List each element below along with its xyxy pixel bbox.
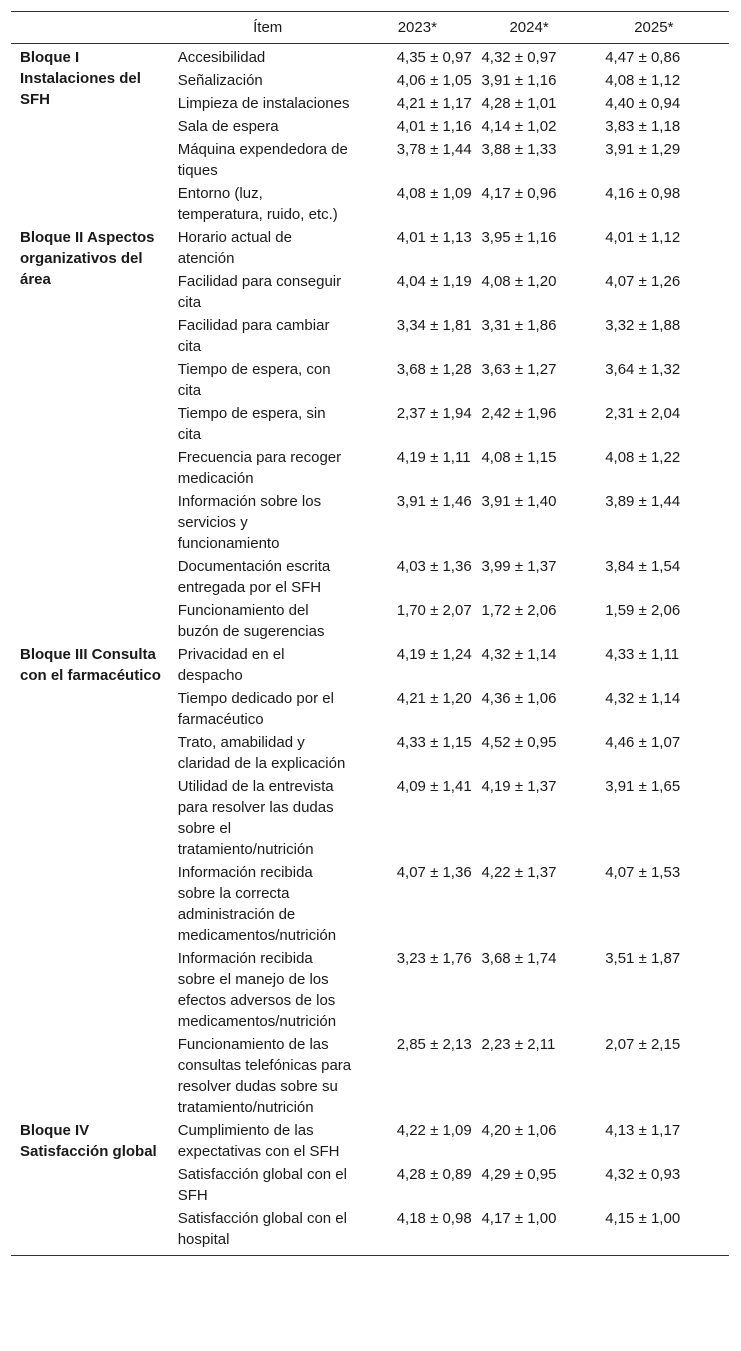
value-2025: 4,07 ± 1,26 <box>605 273 681 290</box>
item-cell: Funcionamiento de las consultas telefónicas para resolver dudas sobre su tratamiento/nutrición <box>177 1036 352 1116</box>
value-2024: 4,14 ± 1,02 <box>481 118 557 135</box>
value-2025: 3,91 ± 1,65 <box>605 778 681 795</box>
value-2025: 4,16 ± 0,98 <box>605 185 681 202</box>
item-cell: Satisfacción global con el SFH <box>177 1166 347 1204</box>
value-2025: 3,89 ± 1,44 <box>605 493 681 510</box>
item-cell: Entorno (luz, temperatura, ruido, etc.) <box>177 185 338 223</box>
item-cell: Documentación escrita entregada por el SFH <box>177 558 331 596</box>
value-2025: 3,91 ± 1,29 <box>605 141 681 158</box>
value-2023: 4,08 ± 1,09 <box>396 185 472 202</box>
value-2024: 4,17 ± 1,00 <box>481 1210 557 1227</box>
value-2024: 3,68 ± 1,74 <box>481 950 557 967</box>
value-2024: 4,22 ± 1,37 <box>481 864 557 881</box>
value-2024: 3,91 ± 1,16 <box>481 72 557 89</box>
value-2024: 3,95 ± 1,16 <box>481 229 557 246</box>
value-2023: 1,70 ± 2,07 <box>396 602 472 619</box>
value-2025: 3,83 ± 1,18 <box>605 118 681 135</box>
value-2025: 4,01 ± 1,12 <box>605 229 681 246</box>
header-item: Ítem <box>253 19 283 36</box>
table-body <box>11 44 729 1256</box>
value-2024: 4,19 ± 1,37 <box>481 778 557 795</box>
value-2024: 4,52 ± 0,95 <box>481 734 557 751</box>
item-cell: Máquina expendedora de tiques <box>177 141 348 179</box>
value-2023: 3,78 ± 1,44 <box>396 141 472 158</box>
item-cell: Sala de espera <box>177 118 279 135</box>
value-2023: 4,01 ± 1,13 <box>396 229 472 246</box>
table-row <box>11 44 729 70</box>
value-2023: 3,23 ± 1,76 <box>396 950 472 967</box>
item-cell: Frecuencia para recoger medicación <box>177 449 342 487</box>
value-2023: 2,85 ± 2,13 <box>396 1036 472 1053</box>
header-row <box>11 12 729 44</box>
item-cell: Facilidad para conseguir cita <box>177 273 342 311</box>
header-2023: 2023* <box>397 19 437 36</box>
value-2023: 4,22 ± 1,09 <box>396 1122 472 1139</box>
header-block <box>11 12 178 44</box>
value-2024: 1,72 ± 2,06 <box>481 602 557 619</box>
value-2025: 3,64 ± 1,32 <box>605 361 681 378</box>
value-2025: 4,07 ± 1,53 <box>605 864 681 881</box>
value-2023: 4,21 ± 1,20 <box>396 690 472 707</box>
value-2025: 4,40 ± 0,94 <box>605 95 681 112</box>
value-2025: 2,07 ± 2,15 <box>605 1036 681 1053</box>
item-cell: Utilidad de la entrevista para resolver las dudas sobre el tratamiento/nutrición <box>177 778 334 858</box>
value-2023: 4,09 ± 1,41 <box>396 778 472 795</box>
value-2023: 4,35 ± 0,97 <box>396 49 472 66</box>
value-2024: 4,32 ± 1,14 <box>481 646 557 663</box>
value-2024: 2,23 ± 2,11 <box>481 1036 556 1053</box>
value-2023: 4,03 ± 1,36 <box>396 558 472 575</box>
table-header <box>11 12 729 44</box>
value-2024: 4,29 ± 0,95 <box>481 1166 557 1183</box>
item-cell: Privacidad en el despacho <box>177 646 285 684</box>
value-2023: 4,01 ± 1,16 <box>396 118 472 135</box>
block-label: Bloque II Aspectos organizativos del área <box>20 229 155 288</box>
value-2023: 4,19 ± 1,11 <box>396 449 471 466</box>
item-cell: Satisfacción global con el hospital <box>177 1210 347 1248</box>
header-2025: 2025* <box>634 19 674 36</box>
value-2023: 3,68 ± 1,28 <box>396 361 472 378</box>
value-2025: 4,32 ± 0,93 <box>605 1166 681 1183</box>
value-2025: 4,46 ± 1,07 <box>605 734 681 751</box>
item-cell: Tiempo de espera, sin cita <box>177 405 326 443</box>
value-2024: 3,91 ± 1,40 <box>481 493 557 510</box>
value-2024: 3,88 ± 1,33 <box>481 141 557 158</box>
item-cell: Cumplimiento de las expectativas con el SFH <box>177 1122 340 1160</box>
item-cell: Información sobre los servicios y funcionamiento <box>177 493 322 552</box>
item-cell: Información recibida sobre el manejo de los efectos adversos de los medicamentos/nutrición <box>177 950 337 1030</box>
table-row <box>11 1119 729 1163</box>
block-label: Bloque I Instalaciones del SFH <box>20 49 141 108</box>
item-cell: Limpieza de instalaciones <box>177 95 350 112</box>
value-2023: 4,04 ± 1,19 <box>396 273 472 290</box>
satisfaction-table <box>11 11 729 1256</box>
table-row <box>11 643 729 687</box>
value-2025: 4,13 ± 1,17 <box>605 1122 681 1139</box>
value-2024: 4,28 ± 1,01 <box>481 95 557 112</box>
value-2025: 4,08 ± 1,22 <box>605 449 681 466</box>
value-2025: 4,15 ± 1,00 <box>605 1210 681 1227</box>
header-2024: 2024* <box>509 19 549 36</box>
table-row <box>11 226 729 270</box>
value-2023: 4,18 ± 0,98 <box>396 1210 472 1227</box>
value-2025: 3,32 ± 1,88 <box>605 317 681 334</box>
value-2023: 4,07 ± 1,36 <box>396 864 472 881</box>
value-2024: 3,99 ± 1,37 <box>481 558 557 575</box>
item-cell: Información recibida sobre la correcta administración de medicamentos/nutrición <box>177 864 337 944</box>
value-2023: 4,19 ± 1,24 <box>396 646 472 663</box>
value-2024: 4,08 ± 1,15 <box>481 449 557 466</box>
value-2024: 4,08 ± 1,20 <box>481 273 557 290</box>
value-2025: 1,59 ± 2,06 <box>605 602 681 619</box>
block-label: Bloque III Consulta con el farmacéutico <box>20 646 161 684</box>
value-2025: 4,33 ± 1,11 <box>605 646 680 663</box>
value-2023: 2,37 ± 1,94 <box>396 405 472 422</box>
value-2025: 3,51 ± 1,87 <box>605 950 681 967</box>
value-2025: 4,32 ± 1,14 <box>605 690 681 707</box>
item-cell: Accesibilidad <box>177 49 266 66</box>
value-2024: 3,31 ± 1,86 <box>481 317 557 334</box>
value-2025: 4,08 ± 1,12 <box>605 72 681 89</box>
value-2024: 4,32 ± 0,97 <box>481 49 557 66</box>
value-2023: 3,91 ± 1,46 <box>396 493 472 510</box>
value-2025: 4,47 ± 0,86 <box>605 49 681 66</box>
value-2023: 3,34 ± 1,81 <box>396 317 472 334</box>
value-2025: 3,84 ± 1,54 <box>605 558 681 575</box>
item-cell: Trato, amabilidad y claridad de la explicación <box>177 734 346 772</box>
value-2023: 4,28 ± 0,89 <box>396 1166 472 1183</box>
value-2024: 4,17 ± 0,96 <box>481 185 557 202</box>
value-2023: 4,33 ± 1,15 <box>396 734 472 751</box>
value-2023: 4,06 ± 1,05 <box>396 72 472 89</box>
item-cell: Tiempo de espera, con cita <box>177 361 331 399</box>
item-cell: Facilidad para cambiar cita <box>177 317 330 355</box>
value-2025: 2,31 ± 2,04 <box>605 405 681 422</box>
value-2024: 2,42 ± 1,96 <box>481 405 557 422</box>
value-2024: 4,20 ± 1,06 <box>481 1122 557 1139</box>
item-cell: Funcionamiento del buzón de sugerencias <box>177 602 325 640</box>
item-cell: Señalización <box>177 72 263 89</box>
block-label: Bloque IV Satisfacción global <box>20 1122 157 1160</box>
item-cell: Horario actual de atención <box>177 229 292 267</box>
item-cell: Tiempo dedicado por el farmacéutico <box>177 690 334 728</box>
value-2024: 4,36 ± 1,06 <box>481 690 557 707</box>
value-2024: 3,63 ± 1,27 <box>481 361 557 378</box>
value-2023: 4,21 ± 1,17 <box>396 95 472 112</box>
